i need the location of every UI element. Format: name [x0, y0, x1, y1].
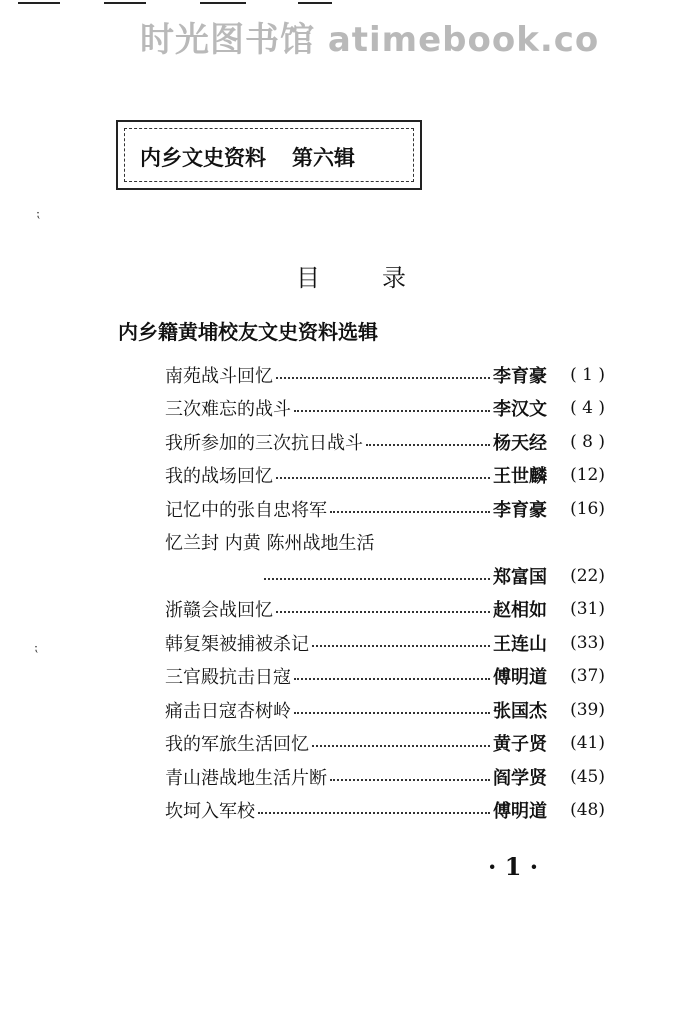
series-volume: 第六辑 [292, 146, 355, 170]
entry-page: (48) [570, 800, 605, 821]
table-of-contents [165, 358, 605, 827]
series-name: 内乡文史资料 [140, 146, 266, 170]
leader-dots [276, 477, 490, 479]
toc-entry[interactable] [165, 727, 605, 761]
toc-entry[interactable] [165, 358, 605, 392]
toc-entry[interactable] [165, 693, 605, 727]
toc-entry[interactable] [165, 593, 605, 627]
watermark: 时光图书馆 atimebook.co [140, 20, 600, 60]
entry-title: 忆兰封 内黄 陈州战地生活 [165, 533, 375, 555]
entry-title: 记忆中的张自忠将军 [165, 499, 327, 521]
entry-page: ( 1 ) [570, 364, 605, 385]
leader-dots [294, 410, 490, 412]
entry-author: 傅明道 [493, 801, 547, 823]
entry-author: 黄子贤 [493, 734, 547, 756]
entry-title: 我的战场回忆 [165, 466, 273, 488]
entry-title: 韩复榘被捕被杀记 [165, 633, 309, 655]
entry-author: 傅明道 [493, 667, 547, 689]
leader-dots [294, 678, 490, 680]
entry-author: 李育豪 [493, 365, 547, 387]
entry-author: 阎学贤 [493, 767, 547, 789]
entry-author: 李汉文 [493, 399, 547, 421]
toc-entry[interactable] [165, 392, 605, 426]
leader-dots [258, 812, 490, 814]
toc-entry[interactable] [165, 626, 605, 660]
entry-title: 浙赣会战回忆 [165, 600, 273, 622]
entry-page: ( 8 ) [570, 431, 605, 452]
page-number: · 1 · [488, 852, 539, 881]
entry-page: ( 4 ) [570, 398, 605, 419]
entry-page: (37) [570, 666, 605, 687]
top-rules [0, 0, 684, 10]
leader-dots [264, 578, 490, 580]
leader-dots [312, 745, 490, 747]
series-title [140, 142, 355, 172]
entry-page: (31) [570, 599, 605, 620]
entry-author: 李育豪 [493, 499, 547, 521]
margin-mark: ⁏ [34, 640, 39, 654]
entry-title: 三官殿抗击日寇 [165, 667, 291, 689]
toc-entry[interactable] [165, 492, 605, 526]
entry-author: 王世麟 [493, 466, 547, 488]
entry-title: 南苑战斗回忆 [165, 365, 273, 387]
entry-page: (39) [570, 699, 605, 720]
leader-dots [366, 444, 490, 446]
toc-heading: 目录 [296, 264, 468, 292]
toc-entry[interactable] [165, 425, 605, 459]
entry-author: 王连山 [493, 633, 547, 655]
entry-page: (12) [570, 465, 605, 486]
leader-dots [276, 611, 490, 613]
leader-dots [330, 511, 490, 513]
entry-author: 赵相如 [493, 600, 547, 622]
entry-title: 我的军旅生活回忆 [165, 734, 309, 756]
leader-dots [294, 712, 490, 714]
entry-page: (41) [570, 733, 605, 754]
toc-entry[interactable] [165, 794, 605, 828]
leader-dots [276, 377, 490, 379]
leader-dots [312, 645, 490, 647]
toc-entry[interactable] [165, 760, 605, 794]
entry-page: (22) [570, 565, 605, 586]
entry-title: 坎坷入军校 [165, 801, 255, 823]
series-title-box [116, 120, 422, 190]
entry-page: (33) [570, 632, 605, 653]
toc-entry[interactable] [165, 459, 605, 493]
entry-author: 张国杰 [493, 700, 547, 722]
toc-entry-continuation[interactable] [165, 559, 605, 593]
entry-title: 痛击日寇杏树岭 [165, 700, 291, 722]
entry-title: 青山港战地生活片断 [165, 767, 327, 789]
leader-dots [330, 779, 490, 781]
entry-title: 三次难忘的战斗 [165, 399, 291, 421]
toc-entry[interactable] [165, 660, 605, 694]
entry-page: (45) [570, 766, 605, 787]
entry-author: 杨天经 [493, 432, 547, 454]
entry-title: 我所参加的三次抗日战斗 [165, 432, 363, 454]
toc-entry[interactable] [165, 526, 605, 560]
entry-author: 郑富国 [493, 566, 547, 588]
section-title: 内乡籍黄埔校友文史资料选辑 [118, 320, 378, 344]
entry-page: (16) [570, 498, 605, 519]
margin-mark: ⁏ [36, 206, 41, 220]
